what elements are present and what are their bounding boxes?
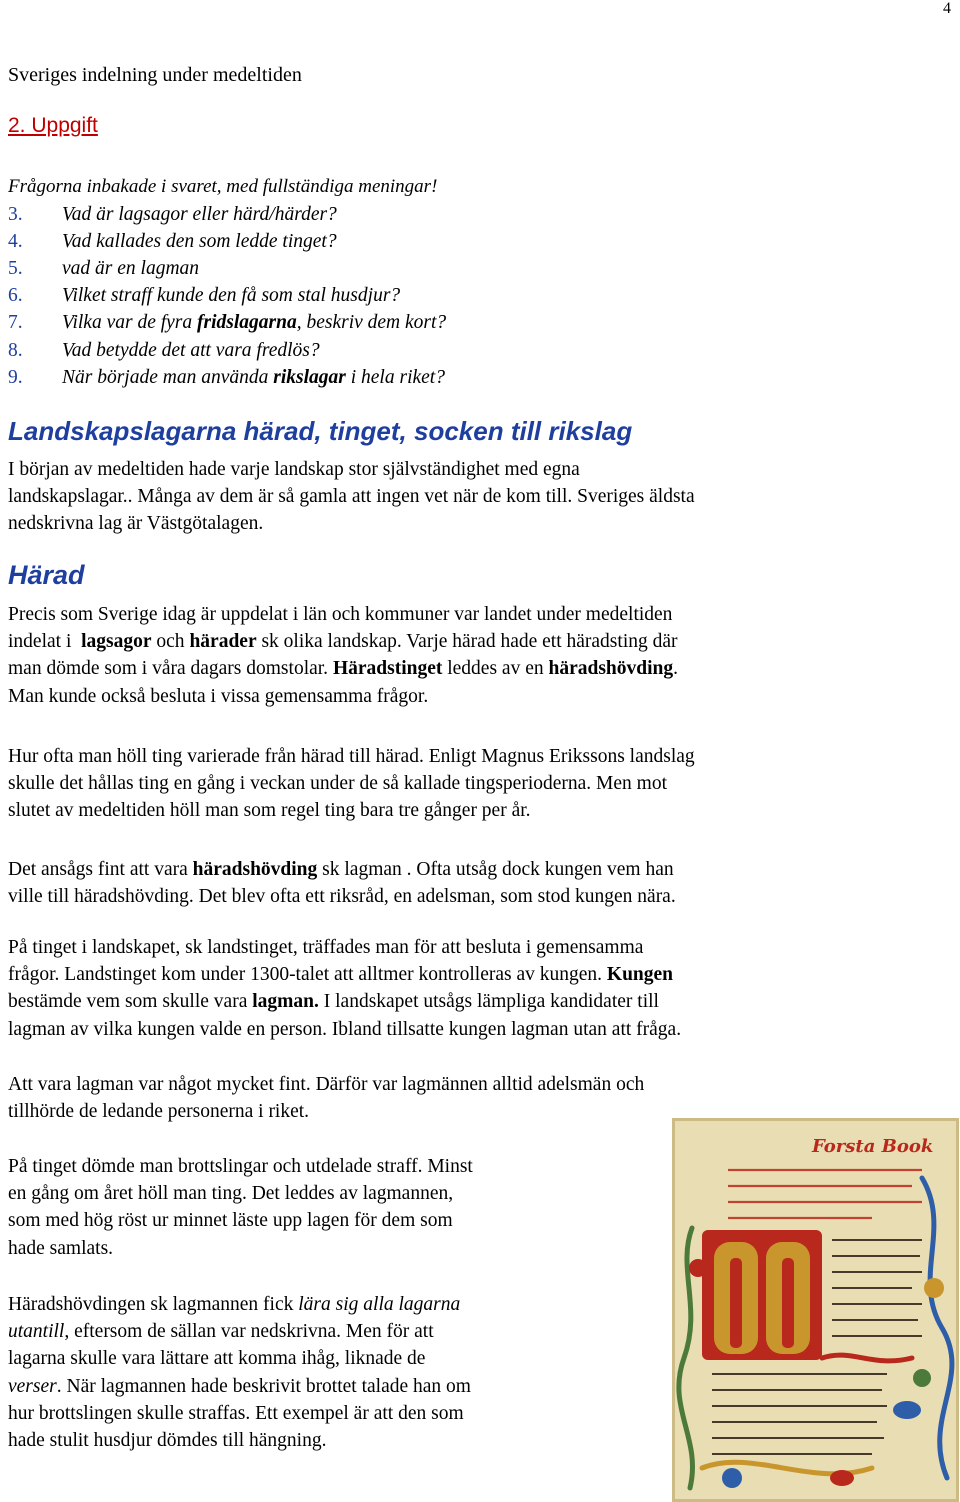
text-run: I landskapet utsågs lämpliga kandidater till <box>318 991 659 1013</box>
text-run: leddes av en <box>442 658 549 680</box>
question-text: vad är en lagman <box>62 258 200 279</box>
keyword-harader: härader <box>189 631 257 653</box>
text-line <box>8 628 678 655</box>
question-item <box>8 231 337 253</box>
text-run: sk olika landskap. Varje härad hade ett häradsting där <box>256 631 678 653</box>
text-line: landskapslagar.. Många av dem är så gamla att ingen vet när de kom till. Sveriges äldsta <box>8 486 695 508</box>
text-run: sk lagman . Ofta utsåg dock kungen vem han <box>317 859 674 880</box>
question-text: Vad betydde det att vara fredlös? <box>62 340 320 361</box>
emphasis-text: utantill <box>8 1321 65 1343</box>
text-run: . <box>673 658 679 680</box>
paragraph-brottslingar <box>8 1153 473 1262</box>
question-item <box>8 204 337 226</box>
text-run: indelat i <box>8 631 82 653</box>
text-run: och <box>151 631 190 653</box>
page-number: 4 <box>943 0 951 17</box>
question-number: 8. <box>8 340 23 361</box>
text-line: Man kunde också besluta i vissa gemensamma frågor. <box>8 685 429 707</box>
text-line <box>8 1318 471 1345</box>
paragraph-harad <box>8 601 678 710</box>
text-line: lagman av vilka kungen valde en person. Ibland tillsatte kungen lagman utan att fråga. <box>8 1018 682 1040</box>
text-run: frågor. Landstinget kom under 1300-talet att alltmer kontrolleras av kungen. <box>8 964 607 986</box>
paragraph-haradshovding <box>8 856 676 910</box>
paragraph-landskapslagar <box>8 456 695 538</box>
question-text: Vilka var de fyra <box>62 312 198 333</box>
text-line <box>8 655 678 682</box>
text-run: bestämde vem som skulle vara <box>8 991 253 1013</box>
emphasis-text: lära sig alla lagarna <box>298 1294 461 1315</box>
text-line <box>8 961 681 988</box>
keyword-lagsagor: lagsagor <box>81 631 152 653</box>
svg-text:Forsta Book: Forsta Book <box>812 1136 934 1157</box>
text-line: På tinget i landskapet, sk landstinget, träffades man för att besluta i gemensamma <box>8 937 644 958</box>
text-line: lagarna skulle vara lättare att komma ihåg, liknade de <box>8 1348 426 1370</box>
question-item <box>8 258 199 280</box>
questions-intro: Frågorna inbakade i svaret, med fullständiga meningar! <box>8 176 438 197</box>
question-keyword: fridslagarna <box>197 312 297 333</box>
question-item <box>8 340 320 362</box>
keyword-haradshovding: häradshövding <box>548 658 674 680</box>
text-run: Häradshövdingen sk lagmannen fick <box>8 1294 299 1315</box>
keyword-haradstinget: Häradstinget <box>332 658 443 680</box>
text-run: . När lagmannen hade beskrivit brottet talade han om <box>56 1375 471 1397</box>
text-run: Det ansågs fint att vara <box>8 859 193 880</box>
question-text: i hela riket? <box>345 367 445 388</box>
question-number: 5. <box>8 258 23 279</box>
paragraph-ting-frekvens <box>8 743 695 825</box>
document-subtitle: Sveriges indelning under medeltiden <box>8 64 302 86</box>
question-number: 4. <box>8 231 23 252</box>
text-line <box>8 1291 471 1318</box>
keyword-lagman: lagman. <box>252 991 319 1013</box>
emphasis-text: verser <box>8 1375 57 1397</box>
text-line: hade stulit husdjur dömdes till hängning. <box>8 1430 327 1452</box>
question-text: När började man använda <box>62 367 274 388</box>
text-run: , eftersom de sällan var nedskrivna. Men för att <box>64 1321 434 1343</box>
paragraph-utantill <box>8 1291 471 1454</box>
text-line: en gång om året höll man ting. Det leddes av lagmannen, <box>8 1183 454 1205</box>
keyword-haradshovding: häradshövding <box>192 859 318 880</box>
text-line: Precis som Sverige idag är uppdelat i län och kommuner var landet under medeltiden <box>8 604 673 625</box>
question-text: Vad är lagsagor eller härd/härder? <box>62 204 337 225</box>
question-text: Vad kallades den som ledde tinget? <box>62 231 337 252</box>
paragraph-landstinget <box>8 934 681 1043</box>
section-heading-harad: Härad <box>8 560 85 590</box>
text-line: hade samlats. <box>8 1237 114 1259</box>
question-item <box>8 312 446 334</box>
text-line: slutet av medeltiden höll man som regel ting bara tre gånger per år. <box>8 800 531 822</box>
text-line: Att vara lagman var något mycket fint. Därför var lagmännen alltid adelsmän och <box>8 1074 645 1095</box>
section-heading-landskapslagarna: Landskapslagarna härad, tinget, socken till rikslag <box>8 416 633 446</box>
text-line <box>8 856 676 883</box>
question-item <box>8 367 445 389</box>
task-heading: 2. Uppgift <box>8 114 98 137</box>
text-line: som med hög röst ur minnet läste upp lagen för dem som <box>8 1210 453 1232</box>
question-number: 9. <box>8 367 23 388</box>
question-keyword: rikslagar <box>273 367 346 388</box>
question-text: , beskriv dem kort? <box>296 312 447 333</box>
question-number: 3. <box>8 204 23 225</box>
text-run: man dömde som i våra dagars domstolar. <box>8 658 333 680</box>
text-line <box>8 1373 471 1400</box>
text-line: skulle det hållas ting en gång i veckan under de så kallade tingsperioderna. Men mot <box>8 773 668 795</box>
text-line: På tinget dömde man brottslingar och utdelade straff. Minst <box>8 1156 473 1177</box>
text-line: I början av medeltiden hade varje landskap stor självständighet med egna <box>8 459 580 480</box>
paragraph-lagman <box>8 1071 644 1125</box>
question-number: 7. <box>8 312 23 333</box>
text-line: tillhörde de ledande personerna i riket. <box>8 1101 310 1123</box>
text-line <box>8 988 681 1015</box>
question-text: Vilket straff kunde den få som stal husdjur? <box>62 285 401 306</box>
manuscript-illustration <box>672 1118 959 1502</box>
text-line: nedskrivna lag är Västgötalagen. <box>8 513 264 535</box>
text-line: hur brottslingen skulle straffas. Ett exempel är att den som <box>8 1402 464 1424</box>
keyword-kungen: Kungen <box>606 964 674 986</box>
question-number: 6. <box>8 285 23 306</box>
text-line: ville till häradshövding. Det blev ofta ett riksråd, en adelsman, som stod kungen nära. <box>8 886 676 908</box>
text-line: Hur ofta man höll ting varierade från härad till härad. Enligt Magnus Erikssons landslag <box>8 746 695 767</box>
question-item <box>8 285 400 307</box>
